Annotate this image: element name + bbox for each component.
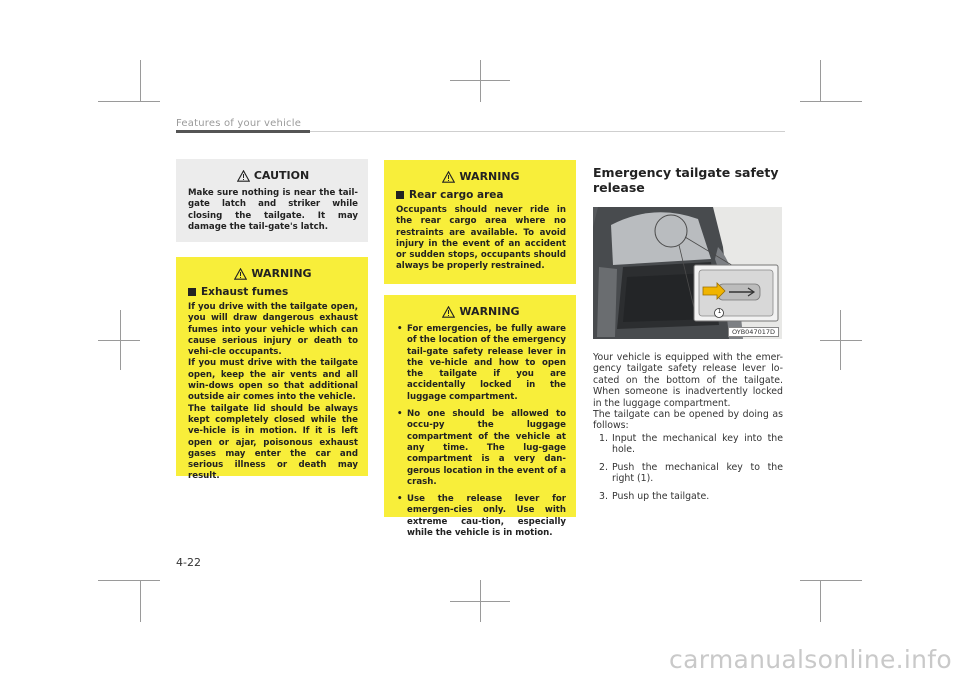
- warning-cargo-box: [384, 160, 576, 284]
- body-paragraph: Your vehicle is equipped with the emer-gency tailgate safety release lever lo-cated on the bottom of the tailgate. When someone is inadvertently locked in the luggage compartment.: [593, 352, 783, 409]
- crop-mark: [820, 60, 821, 102]
- warning-paragraph: If you drive with the tailgate open, you will draw dangerous exhaust fumes into your vehicle which can cause serious injury or death to vehi-cle occupants.: [188, 302, 358, 358]
- warning-title: WARNING: [396, 305, 566, 318]
- crop-mark: [800, 101, 862, 102]
- warning-emergency-box: [384, 295, 576, 539]
- crop-mark: [820, 580, 821, 622]
- warning-title: WARNING: [188, 267, 358, 280]
- step-number: 1.: [599, 433, 608, 444]
- warning-subtitle: Rear cargo area: [396, 189, 566, 201]
- step-text: Input the mechanical key into the hole.: [612, 433, 783, 456]
- tailgate-illustration: [593, 207, 782, 339]
- crop-mark: [98, 580, 160, 581]
- step-item: [593, 433, 783, 456]
- callout-number: 1: [717, 308, 722, 315]
- crop-mark: [98, 340, 140, 341]
- warning-bullet-list: [396, 324, 566, 539]
- warning-text: Occupants should never ride in the rear cargo area where no restraints are available. To avoid injury in the event of an accident or sudden stops, occupants should always be properly restrained.: [396, 205, 566, 272]
- step-number: 3.: [599, 490, 608, 502]
- square-bullet-icon: [188, 288, 196, 296]
- warning-title: WARNING: [396, 170, 566, 183]
- crop-mark: [140, 580, 141, 622]
- step-number: 2.: [599, 461, 608, 473]
- step-text: Push up the tailgate.: [612, 490, 710, 502]
- step-item: [593, 491, 783, 502]
- header-rule-light: [310, 131, 785, 132]
- warning-bullet: • Use the release lever for emergen-cies only. Use with extreme cau-tion, especially while the vehicle is in motion.: [396, 494, 566, 539]
- caution-box: [176, 159, 368, 242]
- body-paragraph: The tailgate can be opened by doing as follows:: [593, 409, 783, 432]
- page-number: 4-22: [176, 556, 201, 569]
- warning-exhaust-box: [176, 257, 368, 482]
- warning-triangle-icon: [442, 171, 455, 183]
- crop-mark: [800, 580, 862, 581]
- crop-mark: [140, 60, 141, 102]
- caution-title: CAUTION: [188, 169, 358, 182]
- warning-bullet: • For emergencies, be fully aware of the location of the emergency tail-gate safety release lever in the ve-hicle and how to open the tailgate if you are accidentally locked in the luggage compartment.: [396, 324, 566, 403]
- crop-mark: [820, 340, 862, 341]
- warning-paragraph: The tailgate lid should be always kept completely closed while the ve-hicle is in motion. If it is left open or ajar, poisonous exhaust gases may enter the car and serious illness or death may result.: [188, 403, 358, 482]
- crop-mark: [480, 60, 481, 102]
- warning-bullet: • No one should be allowed to occu-py the luggage compartment of the vehicle at any time. The lug-gage compartment is a very dan-gerous location in the event of a crash.: [396, 409, 566, 488]
- crop-mark: [450, 601, 510, 602]
- step-item: [593, 462, 783, 485]
- image-code: OYB047017D: [728, 327, 779, 337]
- crop-mark: [98, 101, 160, 102]
- crop-mark: [450, 80, 510, 81]
- section-title: Emergency tailgate safety release: [593, 165, 779, 195]
- warning-text: [188, 302, 358, 483]
- watermark: carmanualsonline.info: [669, 645, 952, 674]
- square-bullet-icon: [396, 191, 404, 199]
- tailgate-photo: [593, 207, 782, 339]
- step-list: [593, 433, 783, 508]
- running-header: Features of your vehicle: [176, 118, 302, 129]
- warning-subtitle: Exhaust fumes: [188, 286, 358, 298]
- caution-text: Make sure nothing is near the tail-gate latch and striker while closing the tailgate. It may damage the tail-gate's latch.: [188, 188, 358, 232]
- warning-paragraph: If you must drive with the tailgate open, keep the air vents and all win-dows open so that additional outside air comes into the vehicle.: [188, 358, 358, 403]
- caution-triangle-icon: [237, 170, 250, 182]
- step-text: Push the mechanical key to the right (1).: [612, 461, 783, 485]
- section-body: [593, 352, 783, 432]
- warning-triangle-icon: [442, 306, 455, 318]
- warning-triangle-icon: [234, 268, 247, 280]
- header-rule: [176, 130, 310, 133]
